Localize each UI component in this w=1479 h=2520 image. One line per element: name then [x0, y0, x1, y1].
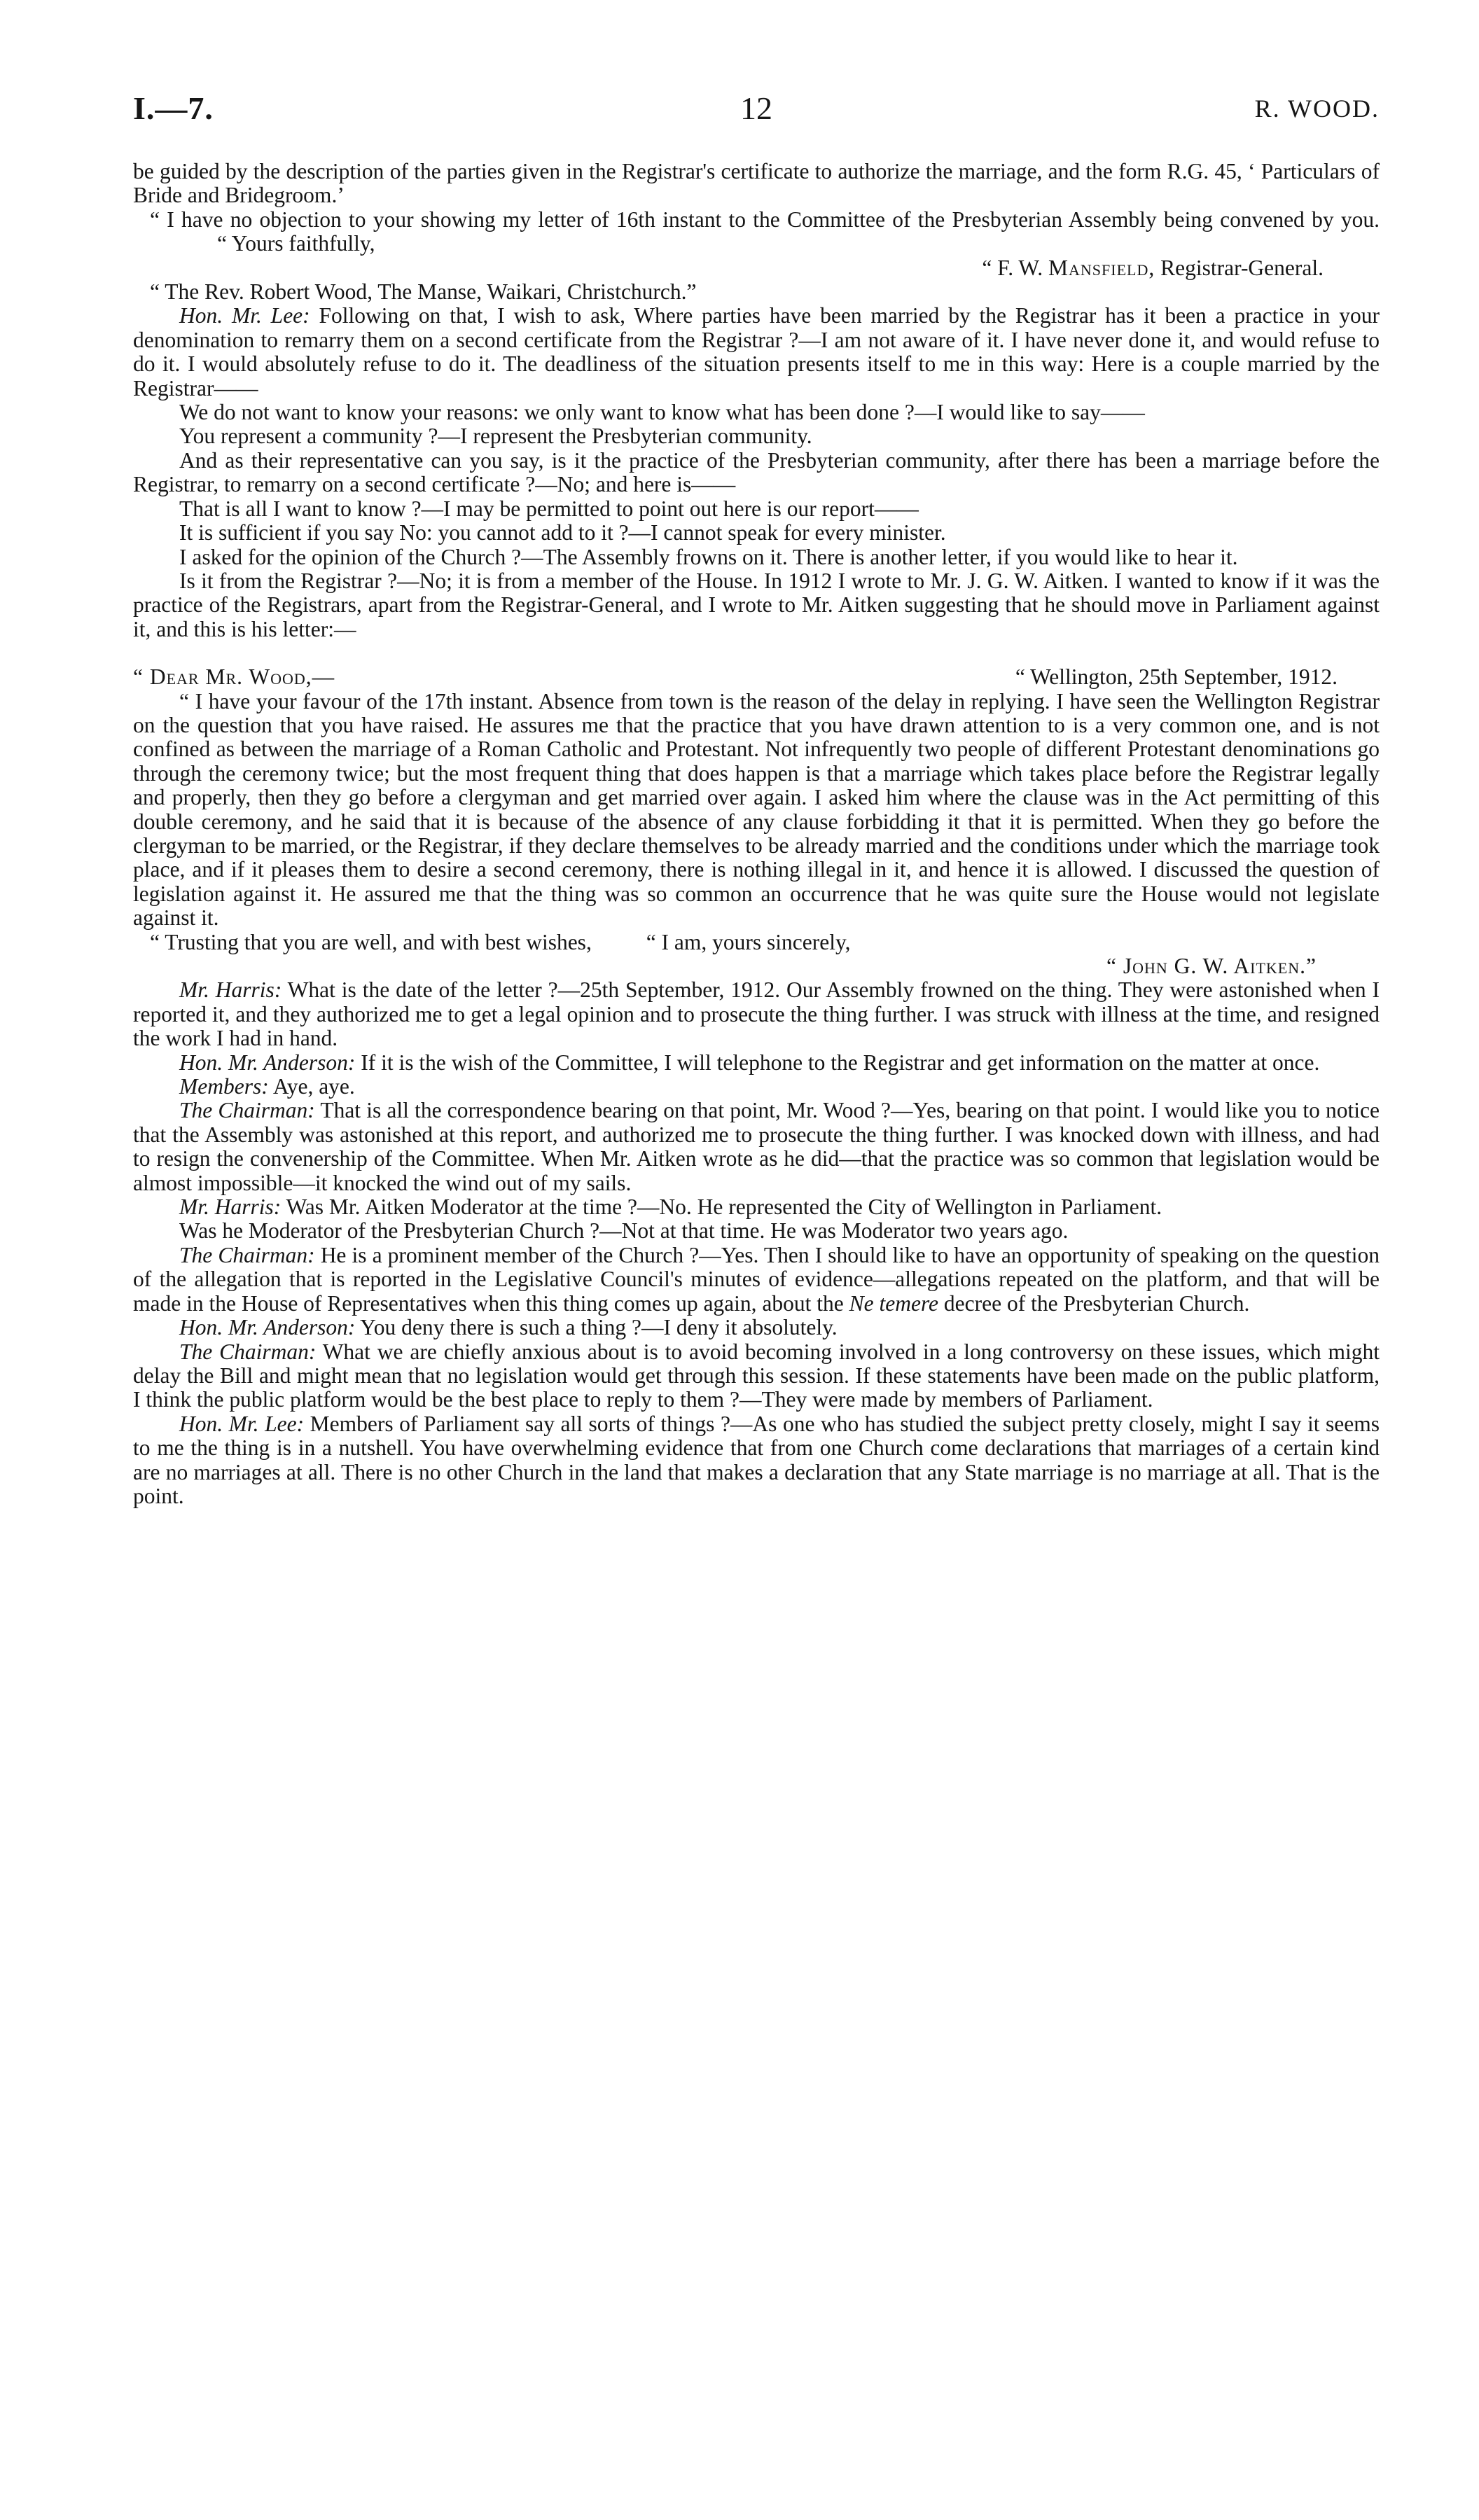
latin-term: Ne temere: [849, 1290, 939, 1316]
paragraph-text: If it is the wish of the Committee, I will telephone to the Registrar and get information on the matter at once.: [361, 1050, 1320, 1075]
paragraph: Was he Moderator of the Presbyterian Church ?—Not at that time. He was Moderator two years ago.: [179, 1218, 1069, 1244]
paragraph: [133, 1244, 1380, 1316]
page-header: [133, 90, 1380, 139]
paragraph: “ The Rev. Robert Wood, The Manse, Waikari, Christchurch.”: [150, 279, 697, 305]
speaker-label: Members:: [179, 1074, 269, 1099]
paragraph: [133, 1075, 1380, 1099]
paragraph-text: Following on that, I wish to ask, Where parties have been married by the Registrar has it been a practice in your denomination to remarry them on a second certificate from the Registrar ?—I am not aware of it. I have never done it, and would refuse to do it. I would absolutely refuse to do it. The deadliness of the situation presents itself to me in this way: Here is a couple married by the Registrar——: [133, 303, 1380, 401]
paragraph: I asked for the opinion of the Church ?—The Assembly frowns on it. There is another letter, if you would like to hear it.: [179, 544, 1238, 569]
paragraph: Is it from the Registrar ?—No; it is from a member of the House. In 1912 I wrote to Mr. J. G. W. Aitken. I wanted to know if it was the practice of the Registrars, apart from the Registrar-General, and I wrote to Mr. Aitken suggesting that he should move in Parliament against it, and this is his letter:—: [133, 568, 1380, 641]
paragraph: [133, 1099, 1380, 1195]
speaker-label: Hon. Mr. Anderson:: [179, 1050, 356, 1075]
paragraph-text: Members of Parliament say all sorts of things ?—As one who has studied the subject pretty closely, might I say it seems to me the thing is in a nutshell. You have overwhelming evidence that from one Church come declarations that marriages of a certain kind are no marriages at all. There is no other Church in the land that makes a declaration that any State marriage is no marriage at all. That is the point.: [133, 1411, 1380, 1508]
speaker-label: Hon. Mr. Lee:: [179, 303, 310, 328]
paragraph: [133, 1412, 1380, 1509]
letter-closing: [133, 931, 1380, 954]
speaker-label: The Chairman:: [179, 1098, 315, 1123]
paragraph: You represent a community ?—I represent the Presbyterian community.: [179, 424, 812, 449]
paragraph-text: Aye, aye.: [272, 1074, 355, 1099]
paragraph: [133, 1051, 1380, 1075]
paragraph: be guided by the description of the parties given in the Registrar's certificate to authorize the marriage, and the form R.G. 45, ‘ Particulars of Bride and Bridegroom.’: [133, 159, 1380, 208]
speaker-label: Mr. Harris:: [179, 977, 282, 1003]
speaker-label: Hon. Mr. Lee:: [179, 1411, 305, 1436]
paragraph: It is sufficient if you say No: you cannot add to it ?—I cannot speak for every minister.: [179, 520, 946, 545]
page-body: [133, 160, 1380, 1508]
paragraph-text: Was Mr. Aitken Moderator at the time ?—No. He represented the City of Wellington in Parliament.: [286, 1195, 1162, 1220]
letter-closing-left: “ Trusting that you are well, and with best wishes,: [150, 929, 592, 954]
paragraph: [133, 1316, 1380, 1339]
signature-line: [133, 256, 1380, 280]
paragraph: [133, 208, 1380, 256]
paragraph-text: He is a prominent member of the Church ?—Yes. Then I should like to have an opportunity of speaking on the question of the allegation that is reported in the Legislative Council's minutes of evidence—allegations repeated on the platform, and that will be made in the House of Representatives when this thing comes up again, about the: [133, 1242, 1380, 1316]
paragraph-text: What we are chiefly anxious about is to avoid becoming involved in a long controversy on these issues, which might delay the Bill and might mean that no legislation would get through this session. If these statements have been made on the public platform, I think the public platform would be the best place to reply to them ?—They were made by members of Parliament.: [133, 1339, 1380, 1412]
signature-initials: “ F. W.: [982, 255, 1043, 280]
paragraph: [133, 304, 1380, 401]
speaker-label: Mr. Harris:: [179, 1195, 282, 1220]
paragraph-text: You deny there is such a thing ?—I deny it absolutely.: [360, 1315, 838, 1340]
speaker-label: The Chairman:: [179, 1242, 315, 1267]
paragraph-text: What is the date of the letter ?—25th September, 1912. Our Assembly frowned on the thing. They were astonished when I reported it, and they authorized me to get a legal opinion and to prosecute the thing further. I was struck with illness at the time, and resigned the work I had in hand.: [133, 977, 1380, 1051]
letter-signature: “ John G. W. Aitken.”: [1106, 954, 1317, 978]
speaker-label: Hon. Mr. Anderson:: [179, 1315, 356, 1340]
paragraph: And as their representative can you say, is it the practice of the Presbyterian community, after there has been a marriage before the Registrar, to remarry on a second certificate ?—No; and here is——: [133, 447, 1380, 497]
speaker-label: The Chairman:: [179, 1339, 317, 1364]
letter-closing: “ Yours faithfully,: [217, 231, 375, 256]
letter-closing-right: “ I am, yours sincerely,: [646, 929, 851, 954]
paragraph: [133, 1340, 1380, 1412]
paragraph-text: That is all the correspondence bearing on that point, Mr. Wood ?—Yes, bearing on that point. I would like you to notice that the Assembly was astonished at this report, and authorized me to prosecute the thing further. I was knocked down with illness, and had to resign the convenership of the Committee. When Mr. Aitken wrote as he did—that the practice was so common that legislation would be almost impossible—it knocked the wind out of my sails.: [133, 1098, 1380, 1195]
witness-name: R. WOOD.: [1254, 95, 1380, 123]
letter-date: “ Wellington, 25th September, 1912.: [1015, 664, 1338, 690]
paragraph: We do not want to know your reasons: we only want to know what has been done ?—I would like to say——: [179, 400, 1145, 425]
signature-name: Mansfield,: [1048, 255, 1155, 280]
letter-body: “ I have your favour of the 17th instant. Absence from town is the reason of the delay in replying. I have seen the Wellington Registrar on the question that you have raised. He assures me that the practice that you have drawn attention to is a very common one, and is not confined as between the marriage of a Roman Catholic and Protestant. Not infrequently two people of different Protestant denominations go through the ceremony twice; but the most frequent thing that does happen is that a marriage which takes place before the Registrar legally and properly, then they go before a clergyman and get married over again. I asked him where the clause was in the Act permitting of this double ceremony, and he said that it is because of the absence of any clause forbidding it that it is permitted. When they go before the clergyman to be married, or the Registrar, if they declare themselves to be already married and the conditions under which the marriage took place, and if it pleases them to desire a second ceremony, there is nothing illegal in it, and hence it is allowed. I discussed the question of legislation against it. He assured me that the thing was so common an occurrence that he was quite sure the House would not legislate against it.: [133, 688, 1380, 931]
paper-reference: I.—7.: [133, 90, 214, 126]
paragraph: [133, 1195, 1380, 1219]
paragraph: That is all I want to know ?—I may be permitted to point out here is our report——: [179, 496, 919, 521]
letter-text: “ I have no objection to your showing my letter of 16th instant to the Committee of the Presbyterian Assembly being convened by you.: [150, 207, 1380, 232]
signature-title: Registrar-General.: [1160, 255, 1324, 280]
paragraph: [133, 978, 1380, 1050]
page-number: 12: [740, 90, 772, 126]
letter-heading: [133, 665, 1380, 689]
letter-salutation: “ Dear Mr. Wood,—: [133, 664, 335, 690]
paragraph-text: decree of the Presbyterian Church.: [943, 1290, 1250, 1316]
